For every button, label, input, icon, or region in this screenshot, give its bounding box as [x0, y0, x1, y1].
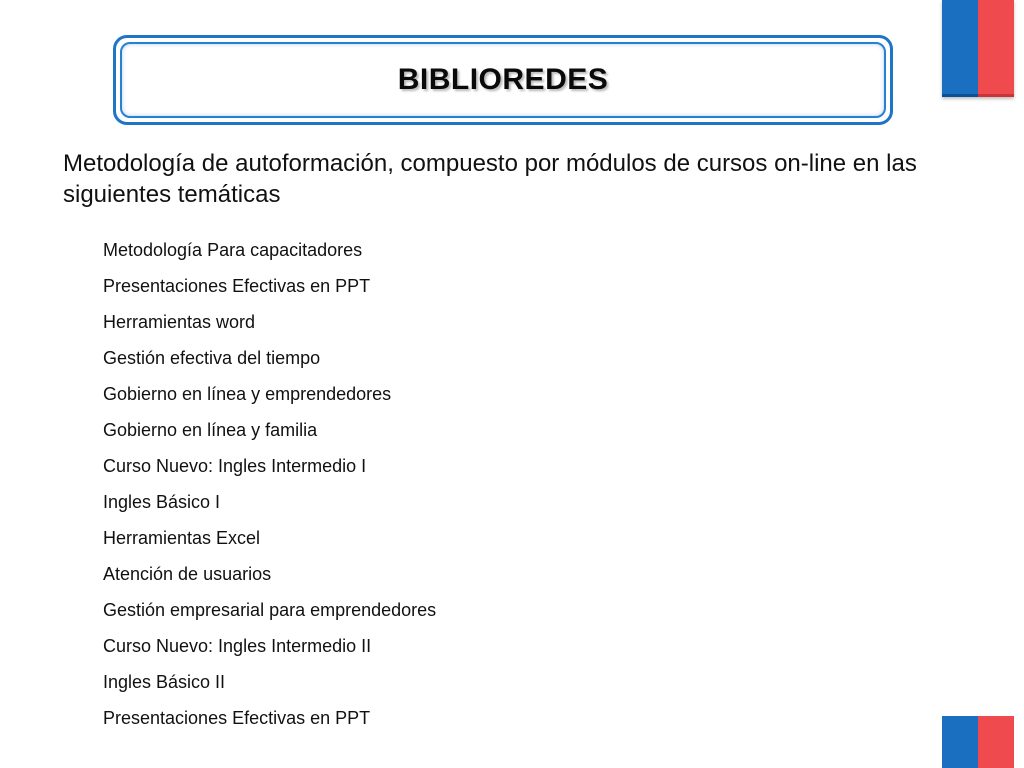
intro-paragraph: Metodología de autoformación, compuesto por módulos de cursos on-line en las siguientes temáticas: [63, 150, 917, 208]
flag-red-stripe: [978, 0, 1014, 97]
topic-item: Atención de usuarios: [103, 564, 272, 584]
topic-item: Ingles Básico I: [103, 492, 221, 512]
topic-item: Presentaciones Efectivas en PPT: [103, 276, 371, 296]
title-frame: [113, 35, 893, 125]
topic-item: Gobierno en línea y familia: [103, 420, 318, 440]
flag-blue-stripe: [942, 716, 978, 768]
topic-item: Herramientas Excel: [103, 528, 261, 548]
topic-item: Gestión empresarial para emprendedores: [103, 600, 437, 620]
slide-title: BIBLIOREDES: [397, 63, 609, 96]
title-frame-inner: [120, 42, 886, 118]
topic-item: Herramientas word: [103, 312, 256, 332]
topics-list: [103, 232, 436, 736]
topic-item: Ingles Básico II: [103, 672, 226, 692]
topic-item: Presentaciones Efectivas en PPT: [103, 708, 371, 728]
topic-item: Gestión efectiva del tiempo: [103, 348, 321, 368]
topic-item: Metodología Para capacitadores: [103, 240, 363, 260]
flag-blue-stripe: [942, 0, 978, 97]
flag-decoration-bottom: [942, 716, 1014, 768]
topic-item: Curso Nuevo: Ingles Intermedio I: [103, 456, 367, 476]
flag-decoration-top: [942, 0, 1014, 97]
flag-red-stripe: [978, 716, 1014, 768]
topic-item: Curso Nuevo: Ingles Intermedio II: [103, 636, 372, 656]
topic-item: Gobierno en línea y emprendedores: [103, 384, 392, 404]
